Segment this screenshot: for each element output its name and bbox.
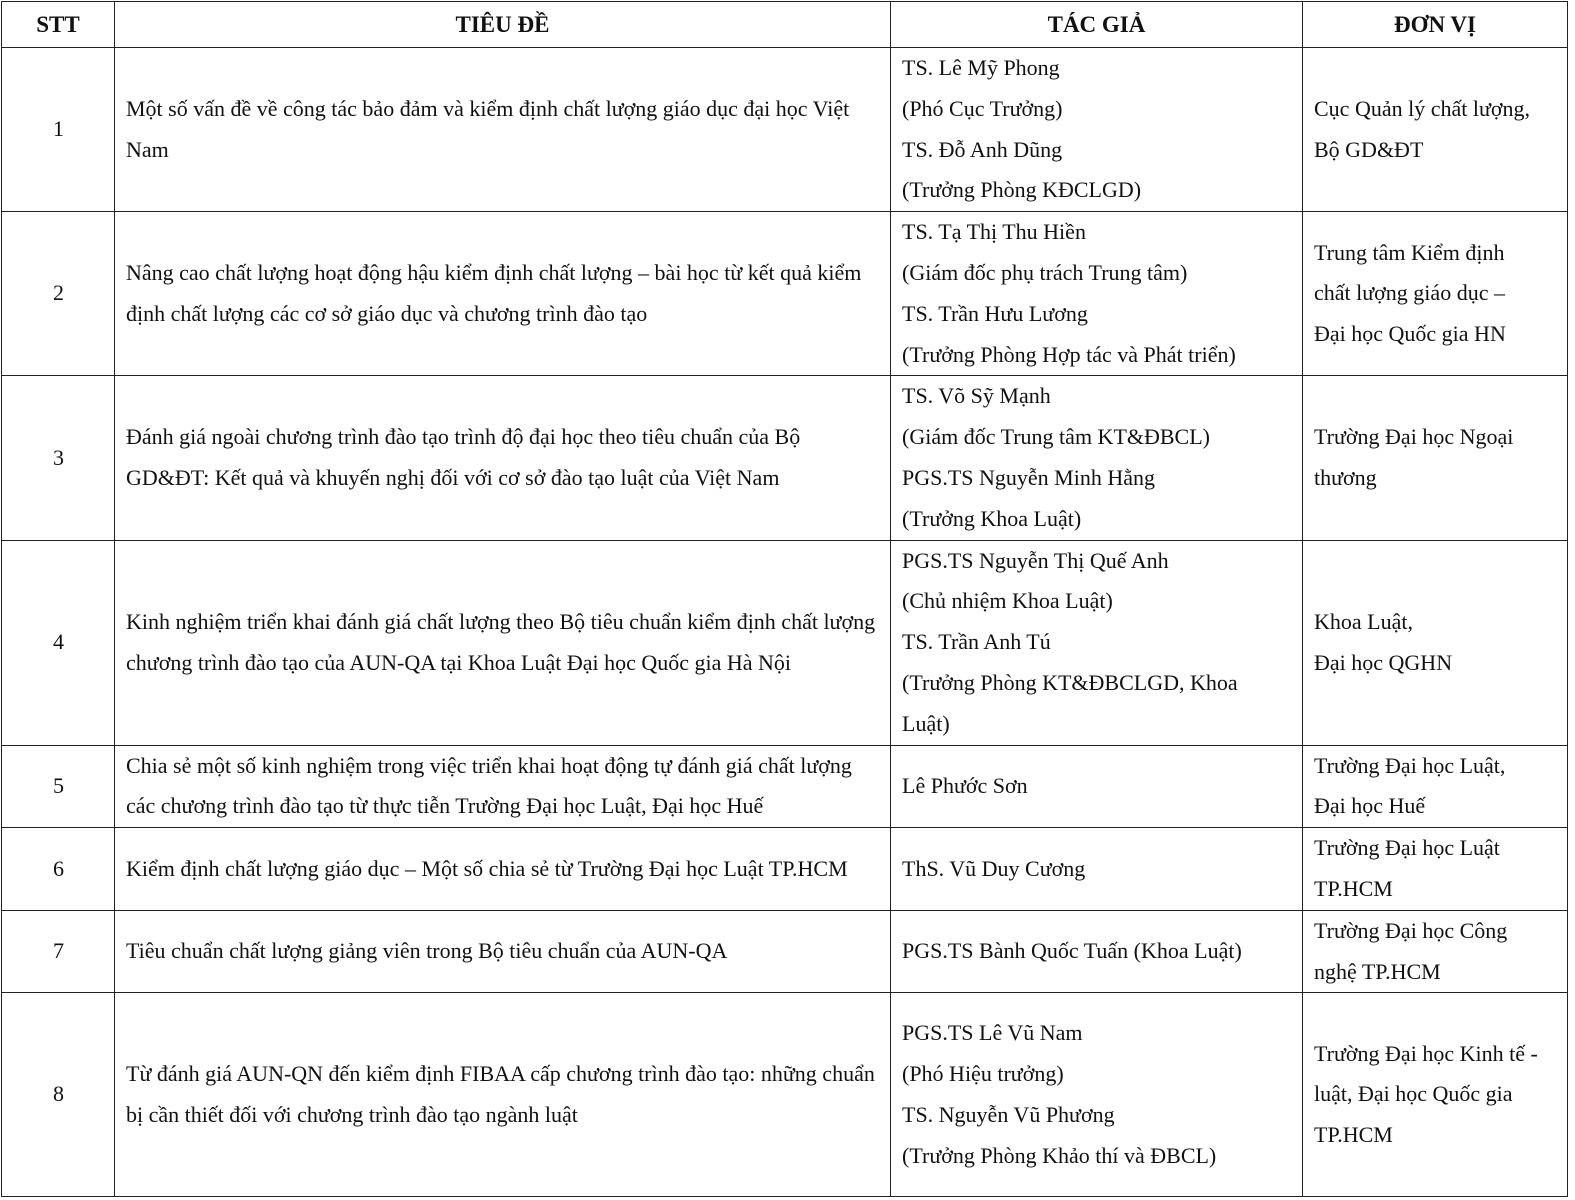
row-number: 2 (2, 212, 115, 376)
unit-line: Đại học Quốc gia HN (1314, 321, 1506, 347)
unit-line: TP.HCM (1314, 1122, 1393, 1148)
unit-line: Trường Đại học Ngoại (1314, 424, 1514, 450)
unit-cell (1303, 48, 1568, 212)
row-number: 4 (2, 540, 115, 745)
author-line: (Trưởng Phòng Hợp tác và Phát triển) (902, 341, 1236, 367)
unit-line: TP.HCM (1314, 875, 1393, 901)
table-row (2, 828, 1568, 911)
author-line: (Chủ nhiệm Khoa Luật) (902, 588, 1113, 614)
author-cell (891, 910, 1303, 993)
table-header-row (2, 2, 1568, 48)
unit-cell (1303, 376, 1568, 540)
unit-cell (1303, 993, 1568, 1197)
unit-line: thương (1314, 464, 1377, 490)
paper-title: Tiêu chuẩn chất lượng giảng viên trong Bộ tiêu chuẩn của AUN-QA (115, 910, 891, 993)
unit-line: Cục Quản lý chất lượng, (1314, 95, 1531, 121)
author-line: TS. Võ Sỹ Mạnh (902, 383, 1051, 409)
author-line: TS. Trần Anh Tú (902, 629, 1051, 655)
unit-cell (1303, 212, 1568, 376)
table-row (2, 993, 1568, 1197)
author-cell (891, 993, 1303, 1197)
author-line: (Trưởng Phòng KĐCLGD) (902, 177, 1142, 203)
author-cell (891, 48, 1303, 212)
author-line: (Trưởng Phòng KT&ĐBCLGD, Khoa (902, 669, 1238, 695)
table-row (2, 48, 1568, 212)
author-line: (Giám đốc phụ trách Trung tâm) (902, 259, 1188, 285)
table-row (2, 540, 1568, 745)
author-line: TS. Trần Hưu Lương (902, 300, 1088, 326)
author-line: Luật) (902, 710, 950, 736)
row-number: 8 (2, 993, 115, 1197)
author-cell (891, 212, 1303, 376)
author-line: (Phó Cục Trưởng) (902, 95, 1063, 121)
author-line: (Trưởng Phòng Khảo thí và ĐBCL) (902, 1142, 1217, 1168)
author-line: TS. Đỗ Anh Dũng (902, 136, 1063, 162)
unit-line: Đại học QGHN (1314, 649, 1453, 675)
unit-line: Trường Đại học Công (1314, 917, 1508, 943)
author-line: PGS.TS Bành Quốc Tuấn (Khoa Luật) (902, 938, 1242, 964)
author-line: Lê Phước Sơn (902, 772, 1028, 798)
author-line: TS. Tạ Thị Thu Hiền (902, 219, 1086, 245)
author-cell (891, 828, 1303, 911)
unit-line: Khoa Luật, (1314, 608, 1413, 634)
header-title: TIÊU ĐỀ (115, 2, 891, 48)
author-line: TS. Nguyễn Vũ Phương (902, 1101, 1115, 1127)
papers-table (1, 1, 1568, 1197)
unit-line: Trường Đại học Luật, (1314, 752, 1506, 778)
unit-line: chất lượng giáo dục – (1314, 280, 1505, 306)
row-number: 7 (2, 910, 115, 993)
table-row (2, 212, 1568, 376)
unit-line: Bộ GD&ĐT (1314, 136, 1424, 162)
row-number: 5 (2, 745, 115, 828)
author-cell (891, 745, 1303, 828)
row-number: 3 (2, 376, 115, 540)
paper-title: Chia sẻ một số kinh nghiệm trong việc triển khai hoạt động tự đánh giá chất lượng các chương trình đào tạo từ thực tiễn Trường Đại học Luật, Đại học Huế (115, 745, 891, 828)
unit-cell (1303, 910, 1568, 993)
table-row (2, 910, 1568, 993)
table-row (2, 376, 1568, 540)
author-line: (Giám đốc Trung tâm KT&ĐBCL) (902, 424, 1210, 450)
author-line: TS. Lê Mỹ Phong (902, 55, 1060, 80)
row-number: 6 (2, 828, 115, 911)
paper-title: Từ đánh giá AUN-QN đến kiểm định FIBAA cấp chương trình đào tạo: những chuẩn bị cần thiết đối với chương trình đào tạo ngành luật (115, 993, 891, 1197)
row-number: 1 (2, 48, 115, 212)
author-line: (Trưởng Khoa Luật) (902, 505, 1082, 531)
unit-line: Trường Đại học Luật (1314, 835, 1500, 861)
unit-line: Trung tâm Kiểm định (1314, 239, 1505, 265)
paper-title: Đánh giá ngoài chương trình đào tạo trình độ đại học theo tiêu chuẩn của Bộ GD&ĐT: Kết quả và khuyến nghị đối với cơ sở đào tạo luật của Việt Nam (115, 376, 891, 540)
unit-line: Đại học Huế (1314, 793, 1426, 819)
unit-line: nghệ TP.HCM (1314, 958, 1441, 984)
unit-line: luật, Đại học Quốc gia (1314, 1081, 1513, 1107)
header-unit: ĐƠN VỊ (1303, 2, 1568, 48)
author-line: PGS.TS Nguyễn Thị Quế Anh (902, 547, 1169, 573)
paper-title: Kinh nghiệm triển khai đánh giá chất lượng theo Bộ tiêu chuẩn kiểm định chất lượng chương trình đào tạo của AUN-QA tại Khoa Luật Đại học Quốc gia Hà Nội (115, 540, 891, 745)
unit-cell (1303, 745, 1568, 828)
header-author: TÁC GIẢ (891, 2, 1303, 48)
author-line: PGS.TS Lê Vũ Nam (902, 1020, 1083, 1046)
paper-title: Kiểm định chất lượng giáo dục – Một số chia sẻ từ Trường Đại học Luật TP.HCM (115, 828, 891, 911)
author-cell (891, 540, 1303, 745)
table-row (2, 745, 1568, 828)
author-cell (891, 376, 1303, 540)
unit-cell (1303, 828, 1568, 911)
unit-line: Trường Đại học Kinh tế - (1314, 1040, 1538, 1066)
unit-cell (1303, 540, 1568, 745)
author-line: ThS. Vũ Duy Cương (902, 855, 1086, 881)
author-line: (Phó Hiệu trưởng) (902, 1061, 1064, 1087)
header-stt: STT (2, 2, 115, 48)
paper-title: Nâng cao chất lượng hoạt động hậu kiểm định chất lượng – bài học từ kết quả kiểm định chất lượng các cơ sở giáo dục và chương trình đào tạo (115, 212, 891, 376)
author-line: PGS.TS Nguyễn Minh Hằng (902, 464, 1156, 490)
paper-title: Một số vấn đề về công tác bảo đảm và kiểm định chất lượng giáo dục đại học Việt Nam (115, 48, 891, 212)
